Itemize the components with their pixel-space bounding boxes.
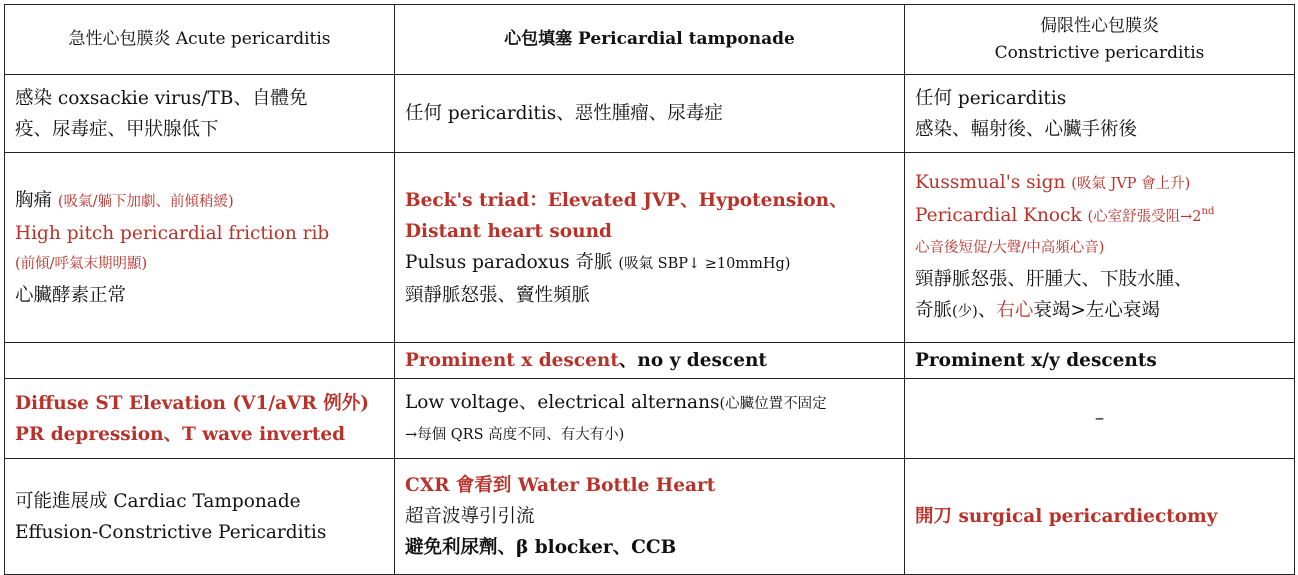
causes-row: [5, 75, 1295, 153]
causes-tamponade: 任何 pericarditis、惡性腫瘤、尿毒症: [395, 75, 905, 153]
symptoms-acute: [5, 153, 395, 343]
pericardial-knock-text: Pericardial Knock: [915, 205, 1082, 226]
header-row: [5, 5, 1295, 75]
ecg-tamponade-line1b: (心臟位置不固定: [719, 395, 827, 412]
causes-acute: [5, 75, 395, 153]
causes-constrictive-line2: 感染、輻射後、心臟手術後: [915, 118, 1138, 140]
descent-tamponade-black: 、no y descent: [618, 350, 767, 371]
pericardial-knock-sup: nd: [1201, 205, 1215, 217]
outcome-row: [5, 459, 1295, 575]
becks-triad-line2: Distant heart sound: [405, 220, 612, 242]
pulsus-paradoxus-note: (吸氣 SBP↓ ≥10mmHg): [618, 255, 791, 272]
ecg-tamponade: [395, 379, 905, 459]
descent-tamponade: [395, 343, 905, 379]
outcome-acute-line2: Effusion-Constrictive Pericarditis: [15, 521, 327, 543]
symptoms-constrictive: [905, 153, 1295, 343]
ecg-row: [5, 379, 1295, 459]
header-constrictive-zh: 侷限性心包膜炎: [1040, 15, 1159, 36]
pericarditis-comparison-table: [4, 4, 1295, 575]
descent-row: [5, 343, 1295, 379]
pulsus-paradoxus-text: Pulsus paradoxus 奇脈: [405, 251, 613, 273]
constrictive-signs-c: 衰竭>左心衰竭: [1033, 300, 1160, 321]
outcome-acute-line1: 可能進展成 Cardiac Tamponade: [15, 490, 301, 512]
pericardial-knock-note-b: 心音後短促/大聲/中高頻心音): [915, 240, 1105, 256]
outcome-tamponade-line1: CXR 會看到 Water Bottle Heart: [405, 475, 716, 496]
header-tamponade: 心包填塞 Pericardial tamponade: [395, 5, 905, 75]
pericardial-knock-note-a: (心室舒張受阻→2: [1087, 209, 1202, 225]
chest-pain-note: (吸氣/躺下加劇、前傾稍緩): [57, 193, 234, 210]
cardiac-enzymes-text: 心臟酵素正常: [15, 284, 127, 306]
ecg-tamponade-line2: →每個 QRS 高度不同、有大有小): [405, 426, 625, 443]
outcome-tamponade: [395, 459, 905, 575]
ecg-acute-line2: PR depression、T wave inverted: [15, 423, 346, 445]
outcome-tamponade-line3: 避免利尿劑、β blocker、CCB: [405, 537, 677, 558]
causes-acute-line1: 感染 coxsackie virus/TB、自體免: [15, 87, 308, 109]
constrictive-signs-b: 、: [977, 300, 997, 321]
descent-tamponade-red: Prominent x descent: [405, 350, 619, 371]
descent-acute: [5, 343, 395, 379]
outcome-tamponade-line2: 超音波導引引流: [405, 506, 535, 527]
header-acute: 急性心包膜炎 Acute pericarditis: [5, 5, 395, 75]
friction-rub-text: High pitch pericardial friction rib: [15, 222, 330, 244]
becks-triad-line1: Beck's triad：Elevated JVP、Hypotension、: [405, 189, 848, 211]
friction-rub-note: (前傾/呼氣末期明顯): [15, 255, 148, 272]
chest-pain-text: 胸痛: [15, 189, 53, 211]
ecg-constrictive: –: [905, 379, 1295, 459]
descent-constrictive: Prominent x/y descents: [905, 343, 1295, 379]
ecg-acute: [5, 379, 395, 459]
constrictive-signs-small: (少): [952, 304, 978, 320]
kussmaul-sign-note: (吸氣 JVP 會上升): [1071, 176, 1191, 192]
ecg-tamponade-line1a: Low voltage、electrical alternans: [405, 391, 720, 413]
symptoms-row: [5, 153, 1295, 343]
header-constrictive-en: Constrictive pericarditis: [994, 42, 1205, 63]
constrictive-signs-a: 奇脈: [915, 300, 953, 321]
constrictive-signs-line1: 頸靜脈怒張、肝腫大、下肢水腫、: [915, 269, 1193, 290]
outcome-acute: [5, 459, 395, 575]
jvd-tachycardia-text: 頸靜脈怒張、竇性頻脈: [405, 284, 591, 306]
kussmaul-sign-text: Kussmual's sign: [915, 172, 1066, 193]
causes-constrictive: [905, 75, 1295, 153]
header-constrictive: [905, 5, 1295, 75]
causes-constrictive-line1: 任何 pericarditis: [915, 87, 1067, 109]
comparison-table-wrapper: [4, 4, 1295, 575]
outcome-constrictive: 開刀 surgical pericardiectomy: [905, 459, 1295, 575]
causes-acute-line2: 疫、尿毒症、甲狀腺低下: [15, 118, 219, 140]
symptoms-tamponade: [395, 153, 905, 343]
constrictive-signs-red: 右心: [996, 300, 1034, 321]
ecg-acute-line1: Diffuse ST Elevation (V1/aVR 例外): [15, 392, 369, 414]
